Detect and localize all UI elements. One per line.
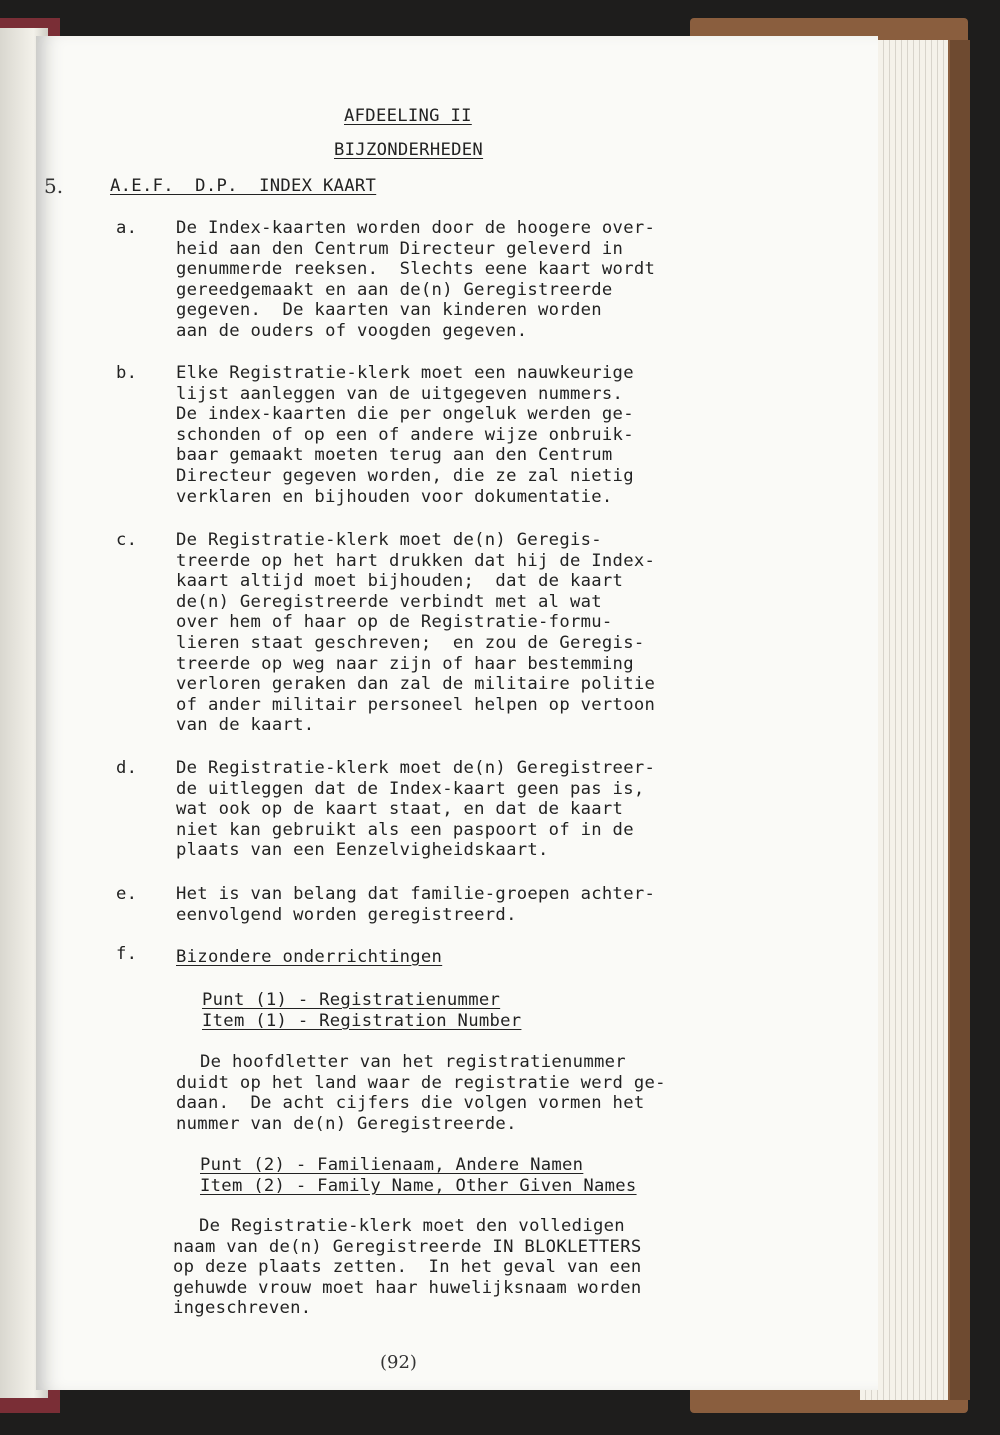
text-line: gereedgemaakt en aan de(n) Geregistreerde bbox=[176, 279, 613, 300]
paragraph-letter: c. bbox=[116, 530, 138, 550]
paragraph-letter: e. bbox=[116, 884, 138, 904]
document-page bbox=[36, 36, 878, 1390]
paragraph-f-heading: Bizondere onderrichtingen bbox=[176, 947, 443, 967]
text-line: plaats van een Eenzelvigheidskaart. bbox=[176, 840, 549, 861]
text-line: treerde op het hart drukken dat hij de Index- bbox=[176, 550, 656, 571]
text-line: treerde op weg naar zijn of haar bestemming bbox=[176, 653, 634, 674]
text-line: lijst aanleggen van de uitgegeven nummers. bbox=[176, 383, 624, 404]
page-number: (92) bbox=[380, 1352, 417, 1373]
text-line: verloren geraken dan zal de militaire politie bbox=[176, 674, 656, 695]
text-line: Elke Registratie-klerk moet een nauwkeurige bbox=[176, 363, 634, 383]
text-line: De Index-kaarten worden door de hoogere over- bbox=[176, 218, 656, 238]
text-line: heid aan den Centrum Directeur geleverd in bbox=[176, 238, 624, 259]
text-line: niet kan gebruikt als een paspoort of in de bbox=[176, 819, 634, 840]
punt-1-heading: Punt (1) - Registratienummer bbox=[202, 990, 501, 1010]
punt-2-heading: Punt (2) - Familienaam, Andere Namen bbox=[200, 1155, 584, 1175]
text-line: Directeur gegeven worden, die ze zal nietig bbox=[176, 466, 634, 486]
text-line: baar gemaakt moeten terug aan den Centrum bbox=[176, 445, 613, 466]
book-cover-edge bbox=[950, 40, 970, 1400]
paragraph-letter: f. bbox=[116, 944, 138, 964]
text-line: van de kaart. bbox=[176, 715, 315, 736]
text-line: naam van de(n) Geregistreerde IN BLOKLETTERS bbox=[173, 1236, 642, 1257]
item-2-heading: Item (2) - Family Name, Other Given Names bbox=[200, 1176, 637, 1196]
text-line: lieren staat geschreven; en zou de Geregis- bbox=[176, 633, 645, 653]
text-line: De hoofdletter van het registratienummer bbox=[200, 1052, 626, 1072]
text-line: De Registratie-klerk moet den volledigen bbox=[199, 1216, 625, 1236]
text-line: schonden of op een of andere wijze onbruik- bbox=[176, 424, 634, 445]
text-line: gehuwde vrouw moet haar huwelijksnaam worden bbox=[173, 1277, 642, 1298]
text-line: De Registratie-klerk moet de(n) Geregis- bbox=[176, 530, 602, 550]
section-title: AFDEELING II bbox=[344, 106, 472, 126]
section-heading: A.E.F. D.P. INDEX KAART bbox=[110, 176, 377, 196]
text-line: de uitleggen dat de Index-kaart geen pas is, bbox=[176, 778, 645, 799]
text-line: nummer van de(n) Geregistreerde. bbox=[176, 1113, 517, 1134]
margin-number: 5. bbox=[44, 174, 64, 198]
text-line: op deze plaats zetten. In het geval van een bbox=[173, 1257, 642, 1278]
text-line: wat ook op de kaart staat, en dat de kaart bbox=[176, 799, 624, 820]
text-line: de(n) Geregistreerde verbindt met al wat bbox=[176, 591, 602, 612]
text-line: aan de ouders of voogden gegeven. bbox=[176, 321, 528, 341]
text-line: De Registratie-klerk moet de(n) Geregistreer- bbox=[176, 758, 656, 778]
text-line: Het is van belang dat familie-groepen achter- bbox=[176, 884, 656, 904]
text-line: De index-kaarten die per ongeluk werden ge- bbox=[176, 404, 634, 425]
paragraph-letter: d. bbox=[116, 758, 138, 778]
section-subtitle: BIJZONDERHEDEN bbox=[334, 140, 484, 160]
text-line: over hem of haar op de Registratie-formu- bbox=[176, 612, 613, 633]
text-line: eenvolgend worden geregistreerd. bbox=[176, 904, 517, 925]
item-1-heading: Item (1) - Registration Number bbox=[202, 1011, 522, 1031]
text-line: of ander militair personeel helpen op vertoon bbox=[176, 694, 656, 715]
text-line: ingeschreven. bbox=[173, 1298, 312, 1319]
text-line: genummerde reeksen. Slechts eene kaart wordt bbox=[176, 259, 656, 280]
text-line: duidt op het land waar de registratie werd ge- bbox=[176, 1072, 666, 1093]
text-line: kaart altijd moet bijhouden; dat de kaart bbox=[176, 571, 624, 592]
paragraph-letter: b. bbox=[116, 363, 138, 383]
text-line: verklaren en bijhouden voor dokumentatie. bbox=[176, 486, 613, 507]
paragraph-letter: a. bbox=[116, 218, 138, 238]
text-line: daan. De acht cijfers die volgen vormen het bbox=[176, 1093, 645, 1114]
text-line: gegeven. De kaarten van kinderen worden bbox=[176, 300, 602, 321]
